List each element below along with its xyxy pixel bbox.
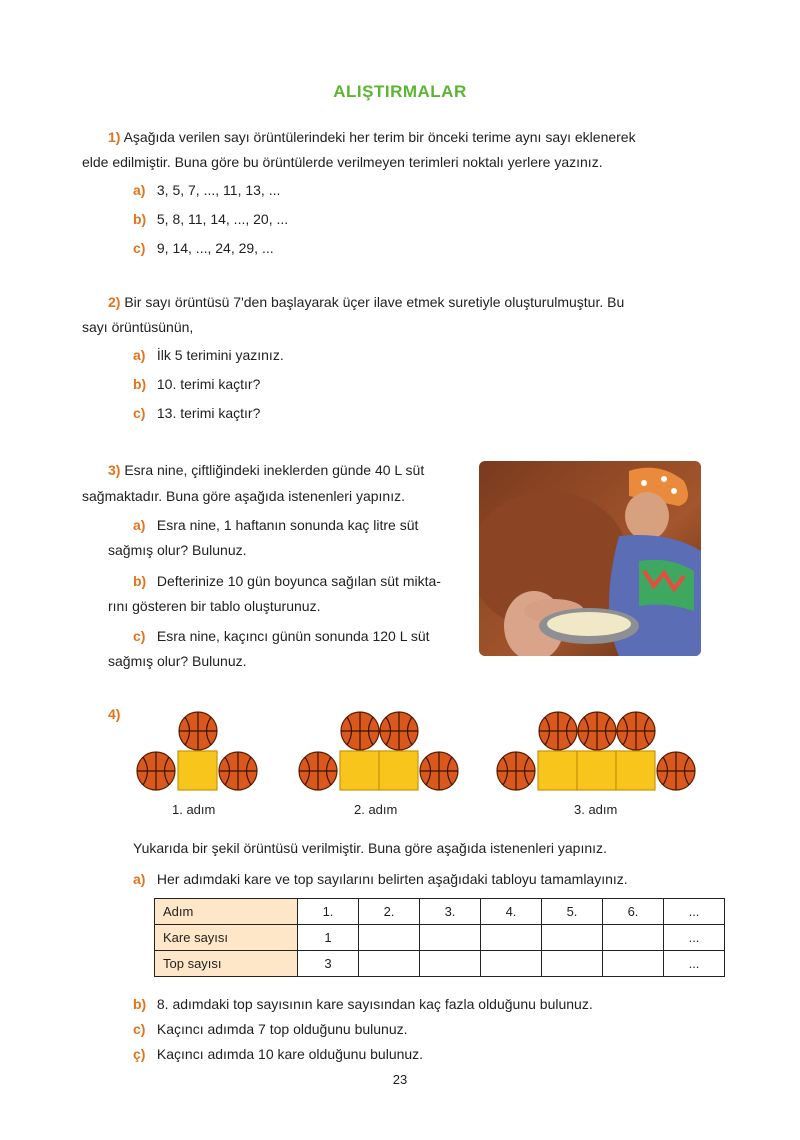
q3-text-2: sağmaktadır. Buna göre aşağıda istenenleri yapınız. bbox=[82, 488, 405, 504]
q2-item-b-label: b) bbox=[133, 376, 147, 392]
table-cell: 3. bbox=[420, 899, 481, 925]
basketball-icon bbox=[617, 712, 655, 750]
q1-item-a-label: a) bbox=[133, 182, 146, 198]
q2-item-b-text: 10. terimi kaçtır? bbox=[156, 376, 261, 392]
q4-number: 4) bbox=[108, 706, 121, 722]
basketball-icon bbox=[657, 752, 695, 790]
table-cell: Kare sayısı bbox=[155, 925, 298, 951]
table-cell: ... bbox=[664, 899, 725, 925]
q4-item-b-text: 8. adımdaki top sayısının kare sayısından kaç fazla olduğunu bulunuz. bbox=[156, 996, 593, 1012]
q4-item-c-label: c) bbox=[133, 1021, 146, 1037]
q2-text-1: Bir sayı örüntüsü 7'den başlayarak üçer ilave etmek suretiyle oluşturulmuştur. Bu bbox=[124, 294, 625, 310]
yellow-square bbox=[178, 751, 217, 790]
q2-item-a-label: a) bbox=[133, 347, 146, 363]
table-cell: Adım bbox=[155, 899, 298, 925]
table-cell[interactable] bbox=[542, 925, 603, 951]
q3-item-b-label: b) bbox=[133, 573, 147, 589]
table-cell[interactable] bbox=[542, 951, 603, 977]
q2-item-c bbox=[133, 404, 260, 422]
q4-item-c-text: Kaçıncı adımda 7 top olduğunu bulunuz. bbox=[156, 1021, 408, 1037]
q3-line1 bbox=[108, 461, 424, 479]
q4-item-b-label: b) bbox=[133, 996, 147, 1012]
step-3-caption: 3. adım bbox=[574, 802, 618, 817]
q1-item-a bbox=[133, 181, 280, 199]
yellow-square bbox=[577, 751, 616, 790]
table-cell[interactable] bbox=[359, 951, 420, 977]
table-cell: ... bbox=[664, 951, 725, 977]
step-2-figure bbox=[296, 706, 466, 794]
q1-item-a-text: 3, 5, 7, ..., 11, 13, ... bbox=[156, 182, 281, 198]
q4-item-a bbox=[133, 870, 628, 888]
q3-number: 3) bbox=[108, 462, 121, 478]
table-cell: 5. bbox=[542, 899, 603, 925]
q3-item-b-text-2: rını gösteren bir tablo oluşturunuz. bbox=[108, 598, 321, 614]
q3-item-c-text-2: sağmış olur? Bulunuz. bbox=[108, 653, 247, 669]
q4-intro: Yukarıda bir şekil örüntüsü verilmiştir. Buna göre aşağıda istenenleri yapınız. bbox=[133, 840, 607, 856]
basketball-icon bbox=[578, 712, 616, 750]
q1-item-c-label: c) bbox=[133, 240, 146, 256]
table-cell: 4. bbox=[481, 899, 542, 925]
q3-item-a-text-1: Esra nine, 1 haftanın sonunda kaç litre süt bbox=[156, 517, 419, 533]
q2-item-b bbox=[133, 375, 260, 393]
q1-line1 bbox=[108, 128, 636, 146]
q3-item-c bbox=[133, 627, 430, 645]
yellow-square bbox=[616, 751, 655, 790]
q3-item-c-label: c) bbox=[133, 628, 146, 644]
q1-text-1: Aşağıda verilen sayı örüntülerindeki her terim bir önceki terime aynı sayı eklenerek bbox=[123, 129, 636, 145]
table-row bbox=[155, 951, 725, 977]
basketball-icon bbox=[341, 712, 379, 750]
basketball-icon bbox=[380, 712, 418, 750]
table-cell: 3 bbox=[298, 951, 359, 977]
table-cell[interactable] bbox=[420, 925, 481, 951]
table-cell: Top sayısı bbox=[155, 951, 298, 977]
q3-item-a bbox=[133, 516, 418, 534]
yellow-square bbox=[340, 751, 379, 790]
q3-item-b bbox=[133, 572, 441, 590]
page-number: 23 bbox=[392, 1072, 408, 1087]
table-cell: ... bbox=[664, 925, 725, 951]
table-cell[interactable] bbox=[481, 925, 542, 951]
page-title: ALIŞTIRMALAR bbox=[333, 82, 467, 101]
basketball-icon bbox=[299, 752, 337, 790]
q3-item-a-label: a) bbox=[133, 517, 146, 533]
table-cell[interactable] bbox=[420, 951, 481, 977]
table-cell[interactable] bbox=[481, 951, 542, 977]
q1-item-c-text: 9, 14, ..., 24, 29, ... bbox=[156, 240, 274, 256]
table-cell[interactable] bbox=[603, 951, 664, 977]
q1-item-c bbox=[133, 239, 274, 257]
q2-item-a bbox=[133, 346, 284, 364]
yellow-square bbox=[538, 751, 577, 790]
q4-item-a-text: Her adımdaki kare ve top sayılarını belirten aşağıdaki tabloyu tamamlayınız. bbox=[156, 871, 628, 887]
basketball-icon bbox=[179, 712, 217, 750]
basketball-icon bbox=[539, 712, 577, 750]
q4-item-a-label: a) bbox=[133, 871, 146, 887]
q3-item-a-text-2: sağmış olur? Bulunuz. bbox=[108, 542, 247, 558]
q2-item-c-label: c) bbox=[133, 405, 146, 421]
table-cell: 1. bbox=[298, 899, 359, 925]
q4-item-c bbox=[133, 1020, 408, 1038]
q2-item-c-text: 13. terimi kaçtır? bbox=[156, 405, 261, 421]
step-2-caption: 2. adım bbox=[354, 802, 398, 817]
q1-number: 1) bbox=[108, 129, 121, 145]
q4-item-cc bbox=[133, 1045, 423, 1063]
step-3-figure bbox=[494, 706, 702, 794]
q3-item-b-text-1: Defterinize 10 gün boyunca sağılan süt mikta- bbox=[156, 573, 441, 589]
table-row bbox=[155, 925, 725, 951]
q1-item-b bbox=[133, 210, 288, 228]
q2-item-a-text: İlk 5 terimini yazınız. bbox=[156, 347, 284, 363]
basketball-icon bbox=[420, 752, 458, 790]
q2-line1 bbox=[108, 293, 624, 311]
step-1-figure bbox=[134, 706, 264, 794]
yellow-square bbox=[379, 751, 418, 790]
table-header-row bbox=[155, 899, 725, 925]
table-cell: 1 bbox=[298, 925, 359, 951]
q2-number: 2) bbox=[108, 294, 121, 310]
table-cell[interactable] bbox=[603, 925, 664, 951]
q2-text-2: sayı örüntüsünün, bbox=[82, 319, 194, 335]
q3-item-c-text-1: Esra nine, kaçıncı günün sonunda 120 L süt bbox=[156, 628, 430, 644]
table-cell[interactable] bbox=[359, 925, 420, 951]
q3-text-1: Esra nine, çiftliğindeki ineklerden günde 40 L süt bbox=[124, 462, 425, 478]
q1-text-2: elde edilmiştir. Buna göre bu örüntülerde verilmeyen terimleri noktalı yerlere yazınız. bbox=[82, 154, 603, 170]
basketball-icon bbox=[219, 752, 257, 790]
table-cell: 6. bbox=[603, 899, 664, 925]
table-cell: 2. bbox=[359, 899, 420, 925]
basketball-icon bbox=[497, 752, 535, 790]
q4-item-b bbox=[133, 995, 593, 1013]
q1-item-b-text: 5, 8, 11, 14, ..., 20, ... bbox=[156, 211, 289, 227]
basketball-icon bbox=[137, 752, 175, 790]
q4-item-cc-text: Kaçıncı adımda 10 kare olduğunu bulunuz. bbox=[156, 1046, 424, 1062]
steps-table bbox=[154, 898, 725, 977]
q1-item-b-label: b) bbox=[133, 211, 147, 227]
milking-photo bbox=[479, 461, 701, 656]
step-1-caption: 1. adım bbox=[172, 802, 216, 817]
q4-item-cc-label: ç) bbox=[133, 1046, 146, 1062]
